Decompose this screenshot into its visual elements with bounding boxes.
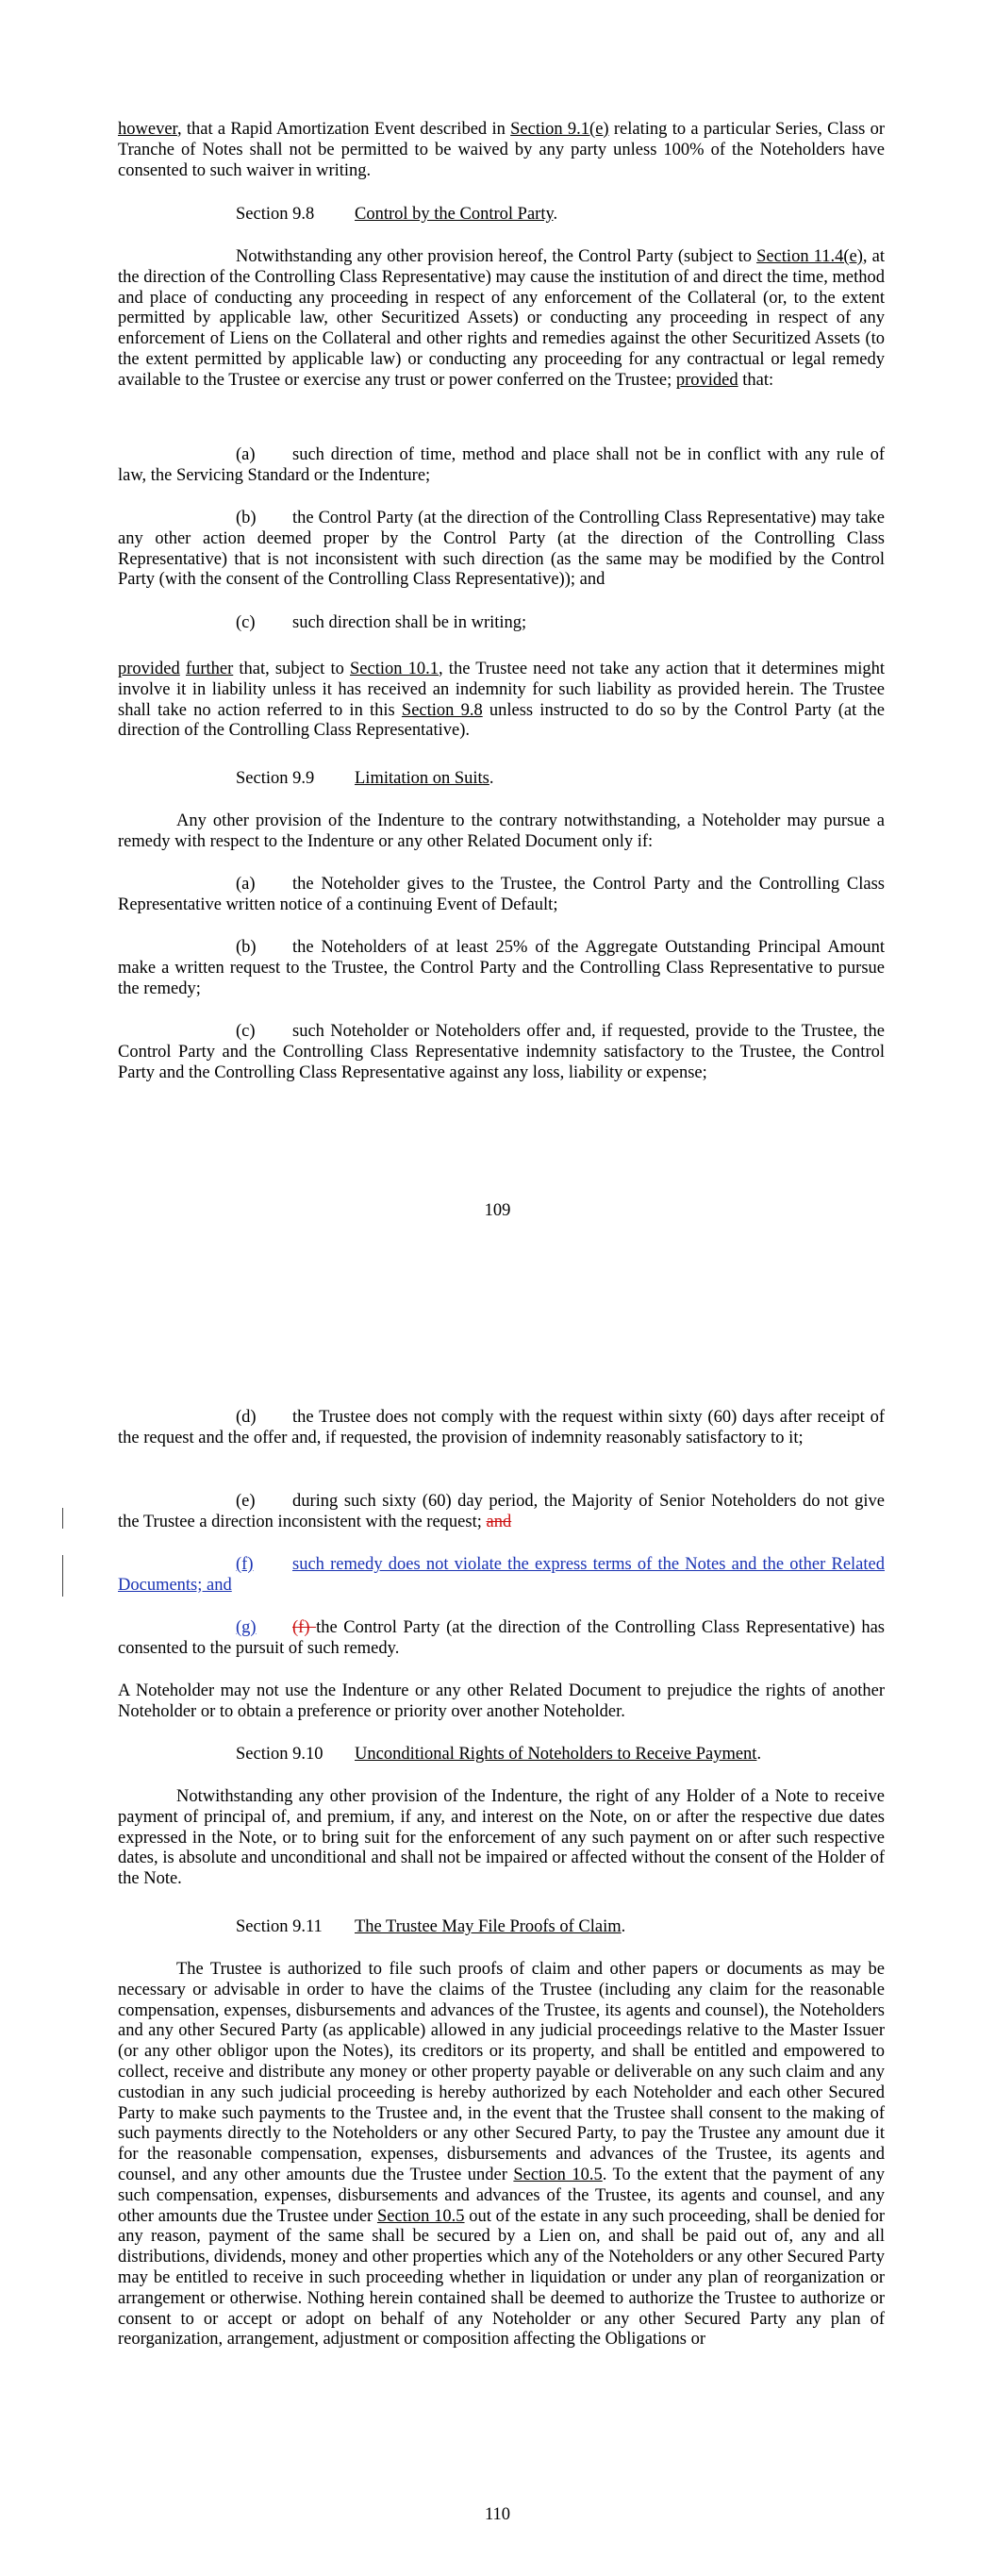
change-bar-f bbox=[62, 1555, 63, 1597]
paragraph-provided-further: provided further that, subject to Section 10.1, the Trustee need not take any action that it determines might involve it in liability unless it has received an indemnity for such liability as provided herein. The Trustee shall take no action referred to in this Section 9.8 unless instructed to do so by the Control Party (at the direction of the Controlling Class Representative). bbox=[118, 660, 885, 741]
section-11-4e-ref: Section 11.4(e) bbox=[756, 247, 863, 266]
section-9-11-title: The Trustee May File Proofs of Claim bbox=[355, 1917, 622, 1936]
section-9-10-heading: Section 9.10 Unconditional Rights of Noteholders to Receive Payment. bbox=[236, 1745, 762, 1764]
paragraph-waiver-continuation: however, that a Rapid Amortization Event described in Section 9.1(e) relating to a particular Series, Class or Tranche of Notes shall not be permitted to be waived by any party unless 100% of the Noteholders have consented to such waiver in writing. bbox=[118, 120, 885, 180]
page-number-109: 109 bbox=[484, 1201, 511, 1220]
change-bar-e bbox=[62, 1508, 63, 1529]
section-9-1e-ref: Section 9.1(e) bbox=[510, 120, 609, 139]
clause-c-indemnity: (c) such Noteholder or Noteholders offer and, if requested, provide to the Trustee, the Control Party and the Controlling Class Representative indemnity satisfactory to the Trustee, the Control Party and the Controlling Class Representative against any loss, liability or expense; bbox=[118, 1022, 885, 1082]
clause-f-inserted: (f) such remedy does not violate the express terms of the Notes and the other Related Documents; and bbox=[118, 1555, 885, 1595]
clause-a-notice: (a) the Noteholder gives to the Trustee, the Control Party and the Controlling Class Representative written notice of a continuing Event of Default; bbox=[118, 875, 885, 914]
clause-g-consent: (g) (f) the Control Party (at the direction of the Controlling Class Representative) has consented to the pursuit of such remedy. bbox=[118, 1618, 885, 1658]
deleted-and: and bbox=[486, 1512, 512, 1531]
section-9-8-heading: Section 9.8 Control by the Control Party. bbox=[236, 205, 558, 224]
section-9-8-title: Control by the Control Party bbox=[355, 205, 554, 224]
clause-e-direction: (e) during such sixty (60) day period, the Majority of Senior Noteholders do not give the Trustee a direction inconsistent with the request; and bbox=[118, 1492, 885, 1531]
clause-b-request: (b) the Noteholders of at least 25% of the Aggregate Outstanding Principal Amount make a written request to the Trustee, the Control Party and the Controlling Class Representative to pursue the remedy; bbox=[118, 938, 885, 998]
page-110 bbox=[0, 1288, 995, 2576]
section-9-9-title: Limitation on Suits bbox=[355, 769, 489, 788]
deleted-f-label: (f) bbox=[292, 1618, 317, 1637]
paragraph-control-party: Notwithstanding any other provision hereof, the Control Party (subject to Section 11.4(e), at the direction of the Controlling Class Representative) may cause the institution of and direct the time, method and place of conducting any proceeding in respect of any enforcement of the Collateral (or, to the extent permitted by applicable law, other Securitized Assets) or conducting any proceeding in respect of any enforcement of Liens on the Collateral and other rights and remedies against the other Securitized Assets (to the extent permitted by applicable law) or conducting any proceeding for any contractual or legal remedy available to the Trustee or exercise any trust or power conferred on the Trustee; provided that: bbox=[118, 247, 885, 390]
paragraph-limitation-on-suits: Any other provision of the Indenture to the contrary notwithstanding, a Noteholder may pursue a remedy with respect to the Indenture or any other Related Document only if: bbox=[118, 811, 885, 851]
page-number-110: 110 bbox=[484, 2505, 511, 2524]
section-10-5-ref-1: Section 10.5 bbox=[513, 2165, 603, 2184]
clause-d-noncompliance: (d) the Trustee does not comply with the request within sixty (60) days after receipt of the request and the offer and, if requested, the provision of indemnity reasonably satisfactory to it; bbox=[118, 1408, 885, 1447]
section-9-8-ref: Section 9.8 bbox=[401, 700, 483, 720]
section-9-11-heading: Section 9.11 The Trustee May File Proofs of Claim. bbox=[236, 1917, 626, 1936]
clause-b-direction: (b) the Control Party (at the direction of the Controlling Class Representative) may take any other action deemed proper by the Control Party (at the direction of the Controlling Class Representative) that is not inconsistent with such direction (as the same may be modified by the Control Party (with the consent of the Controlling Class Representative)); and bbox=[118, 509, 885, 590]
however-term: however bbox=[118, 120, 177, 139]
paragraph-unconditional-rights: Notwithstanding any other provision of the Indenture, the right of any Holder of a Note to receive payment of principal of, and premium, if any, and interest on the Note, on or after the respective due dates expressed in the Note, or to bring suit for the enforcement of any such payment on or after such respective dates, is absolute and unconditional and shall not be impaired or affected without the consent of the Holder of the Note. bbox=[118, 1787, 885, 1889]
paragraph-no-prejudice: A Noteholder may not use the Indenture or any other Related Document to prejudice the rights of another Noteholder or to obtain a preference or priority over another Noteholder. bbox=[118, 1681, 885, 1721]
section-10-1-ref: Section 10.1 bbox=[350, 660, 439, 678]
provided-term: provided bbox=[675, 370, 738, 390]
clause-c-direction: (c) such direction shall be in writing; bbox=[236, 613, 527, 632]
paragraph-proofs-of-claim: The Trustee is authorized to file such proofs of claim and other papers or documents as may be necessary or advisable in order to have the claims of the Trustee (including any claim for the reasonable compensation, expenses, disbursements and advances of the Trustee, its agents and counsel), the Noteholders and any other Secured Party (as applicable) allowed in any judicial proceedings relative to the Master Issuer (or any other obligor upon the Notes), its creditors or its property, and shall be entitled and empowered to collect, receive and distribute any money or other property payable or deliverable on any such claim and any custodian in any such judicial proceeding is hereby authorized by each Noteholder and each other Secured Party to make such payments to the Trustee and, in the event that the Trustee shall consent to the making of such payments directly to the Noteholders or any other Secured Party, to pay the Trustee any amount due it for the reasonable compensation, expenses, disbursements and advances of the Trustee, its agents and counsel, and any other amounts due the Trustee under Section 10.5. To the extent that the payment of any such compensation, expenses, disbursements and advances of the Trustee, its agents and counsel, and any other amounts due the Trustee under Section 10.5 out of the estate in any such proceeding, shall be denied for any reason, payment of the same shall be secured by a Lien on, and shall be paid out of, any and all distributions, dividends, money and other properties which any of the Noteholders or any other Secured Party may be entitled to receive in such proceeding whether in liquidation or under any plan of reorganization or arrangement or otherwise. Nothing herein contained shall be deemed to authorize the Trustee to authorize or consent to or accept or adopt on behalf of any Noteholder or any other Secured Party any plan of reorganization, arrangement, adjustment or composition affecting the Obligations or bbox=[118, 1960, 886, 2350]
clause-a-direction: (a) such direction of time, method and place shall not be in conflict with any rule of law, the Servicing Standard or the Indenture; bbox=[118, 445, 885, 485]
section-9-10-title: Unconditional Rights of Noteholders to Receive Payment bbox=[355, 1745, 757, 1764]
section-9-9-heading: Section 9.9 Limitation on Suits. bbox=[236, 769, 494, 788]
section-10-5-ref-2: Section 10.5 bbox=[376, 2206, 465, 2226]
